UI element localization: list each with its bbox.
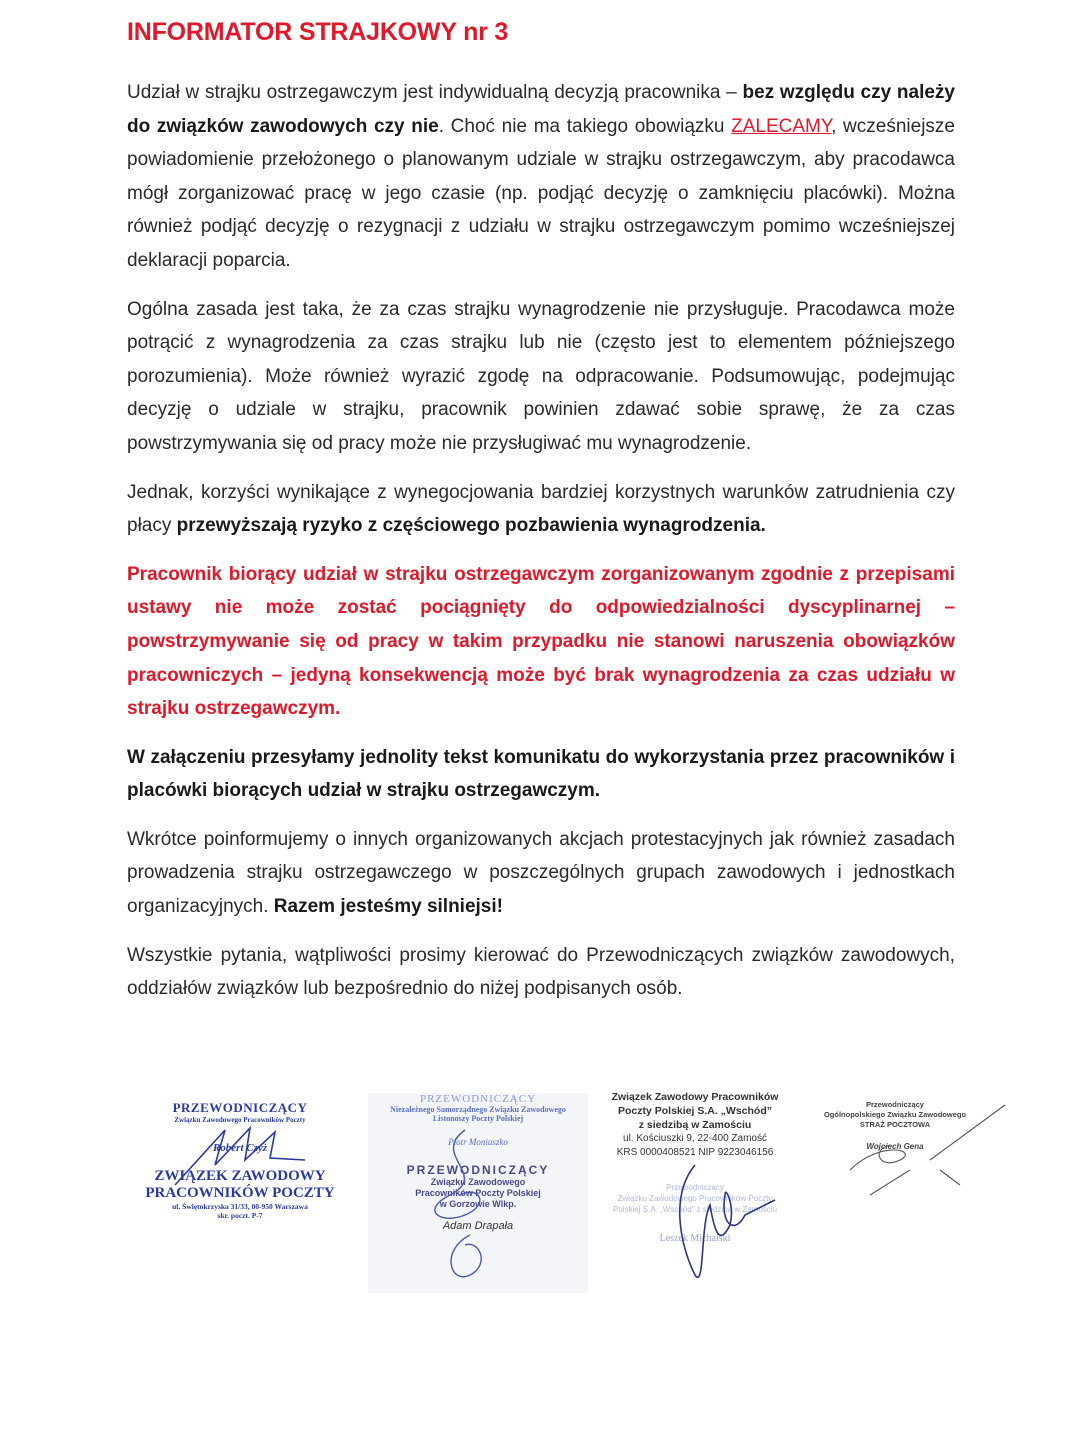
stamp-zzpp — [125, 1100, 355, 1220]
stamp-org: Związku Zawodowego — [430, 1177, 526, 1187]
paragraph-participation — [127, 76, 955, 278]
stamp-subheading: Listonoszy Poczty Polskiej — [432, 1114, 524, 1123]
stamp-registration: KRS 0000408521 NIP 9223046156 — [616, 1147, 774, 1158]
stamp-address: ul. Kościuszki 9, 22-400 Zamość — [623, 1133, 767, 1144]
stamp-address: ul. Świętokrzyska 31/33, 00-950 Warszawa — [172, 1202, 308, 1211]
stamp-heading: PRZEWODNICZĄCY — [172, 1100, 308, 1115]
paragraph-attachment: W załączeniu przesyłamy jednolity tekst komunikatu do wykorzystania przez pracowników i placówki biorących udział w strajku ostrzegawczym. — [127, 746, 955, 802]
stamp-org: Poczty Polskiej S.A. „Wschód” — [617, 1105, 773, 1117]
stamp-wschod — [585, 1090, 805, 1244]
paragraph-contact: Wszystkie pytania, wątpliwości prosimy kierować do Przewodniczących związków zawodowych, oddziałów związków lub bezpośrednio do niżej podpisanych osób. — [127, 944, 955, 1000]
paragraph-salary: Ogólna zasada jest taka, że za czas strajku wynagrodzenie nie przysługuje. Pracodawca może potrącić z wynagrodzenia za czas strajku lub nie (często jest to elementem późniejszego porozumienia). Może również wyrazić zgodę na odpracowanie. Podsumowując, podejmując decyzję o udziale w strajku, pracownik powinien zdawać sobie sprawę, że za czas powstrzymywania się od pracy może nie przysługiwać mu wynagrodzenie. — [127, 298, 955, 454]
paragraph-legal-warning: Pracownik biorący udział w strajku ostrzegawczym zorganizowanym zgodnie z przepisami ustawy nie może zostać pociągnięty do odpowiedzialności dyscyplinarnej – powstrzymywanie się od pracy w takim przypadku nie stanowi naruszenia obowiązków pracowniczych – jedyną konsekwencją może być brak wynagrodzenia za czas udziału w strajku ostrzegawczym. — [127, 563, 955, 720]
text: Jednak, korzyści wynikające z wynegocjowania bardziej korzystnych warunków zatrudnienia czy płacy — [127, 481, 955, 537]
signature-stamps — [120, 1085, 1020, 1305]
stamp-subheading: Niezależnego Samorządnego Związku Zawodowego — [390, 1105, 566, 1114]
text: Wkrótce poinformujemy o innych organizowanych akcjach protestacyjnych jak również zasadach prowadzenia strajku ostrzegawczego w poszczególnych grupach zawodowych i jednostkach organizacyjnych. — [127, 828, 955, 918]
stamp-heading: PRZEWODNICZĄCY — [419, 1093, 537, 1105]
stamp-address: skr. poczt. P-7 — [217, 1211, 263, 1220]
stamp-faint: Związku Zawodowego Pracowników Poczty — [617, 1194, 773, 1203]
stamp-name: Wojciech Gena — [866, 1142, 924, 1151]
stamp-org: Pracowników Poczty Polskiej — [415, 1188, 541, 1198]
slogan: Razem jesteśmy silniejsi! — [273, 896, 503, 918]
stamp-faint: Polskiej S.A. „Wschód” z siedzibą w Zamościu — [612, 1205, 778, 1214]
stamp-name: Leszek Michalski — [659, 1233, 731, 1244]
stamp-org: STRAŻ POCZTOWA — [859, 1120, 931, 1129]
bold-text: bez względu czy należy do związków zawodowych czy nie — [127, 82, 955, 137]
paragraph-upcoming — [127, 823, 955, 924]
document-body — [127, 76, 955, 1021]
stamp-org: PRACOWNIKÓW POCZTY — [145, 1185, 335, 1201]
stamp-heading: PRZEWODNICZĄCY — [406, 1163, 550, 1177]
text: . Choć nie ma takiego obowiązku — [438, 115, 732, 137]
stamp-straz-pocztowa — [805, 1100, 985, 1151]
stamp-listonosze — [368, 1093, 588, 1293]
stamp-heading: Przewodniczący — [866, 1100, 924, 1109]
stamp-org: Ogólnopolskiego Związku Zawodowego — [823, 1110, 967, 1119]
recommend-link[interactable]: ZALECAMY — [731, 115, 832, 137]
document-title: INFORMATOR STRAJKOWY nr 3 — [127, 18, 509, 46]
bold-text: przewyższają ryzyko z częściowego pozbawienia wynagrodzenia. — [176, 515, 766, 537]
stamp-faint: Przewodniczący — [666, 1183, 724, 1192]
stamp-name: Robert Czyż — [212, 1142, 268, 1154]
text: Udział w strajku ostrzegawczym jest indywidualną decyzją pracownika – — [127, 82, 743, 103]
stamp-org: ZWIĄZEK ZAWODOWY — [154, 1168, 326, 1184]
stamp-subheading: Związku Zawodowego Pracowników Poczty — [174, 1116, 306, 1124]
stamp-name: Piotr Moniuszko — [448, 1137, 508, 1147]
paragraph-benefits — [127, 476, 955, 543]
stamp-name: Adam Drapała — [442, 1220, 514, 1232]
stamp-org: Związek Zawodowy Pracowników — [611, 1091, 779, 1103]
text: , wcześniejsze powiadomienie przełożonego o planowanym udziale w strajku ostrzegawczym, aby pracodawca mógł zorganizować pracę w jego czasie (np. podjąć decyzję o zamknięciu placówki). Można również podjąć decyzję o rezygnacji z udziału w strajku ostrzegawczym pomimo wcześniejszej deklaracji poparcia. — [127, 115, 955, 271]
stamp-org: z siedzibą w Zamościu — [638, 1119, 752, 1131]
stamp-org: w Gorzowie Wlkp. — [439, 1199, 517, 1209]
